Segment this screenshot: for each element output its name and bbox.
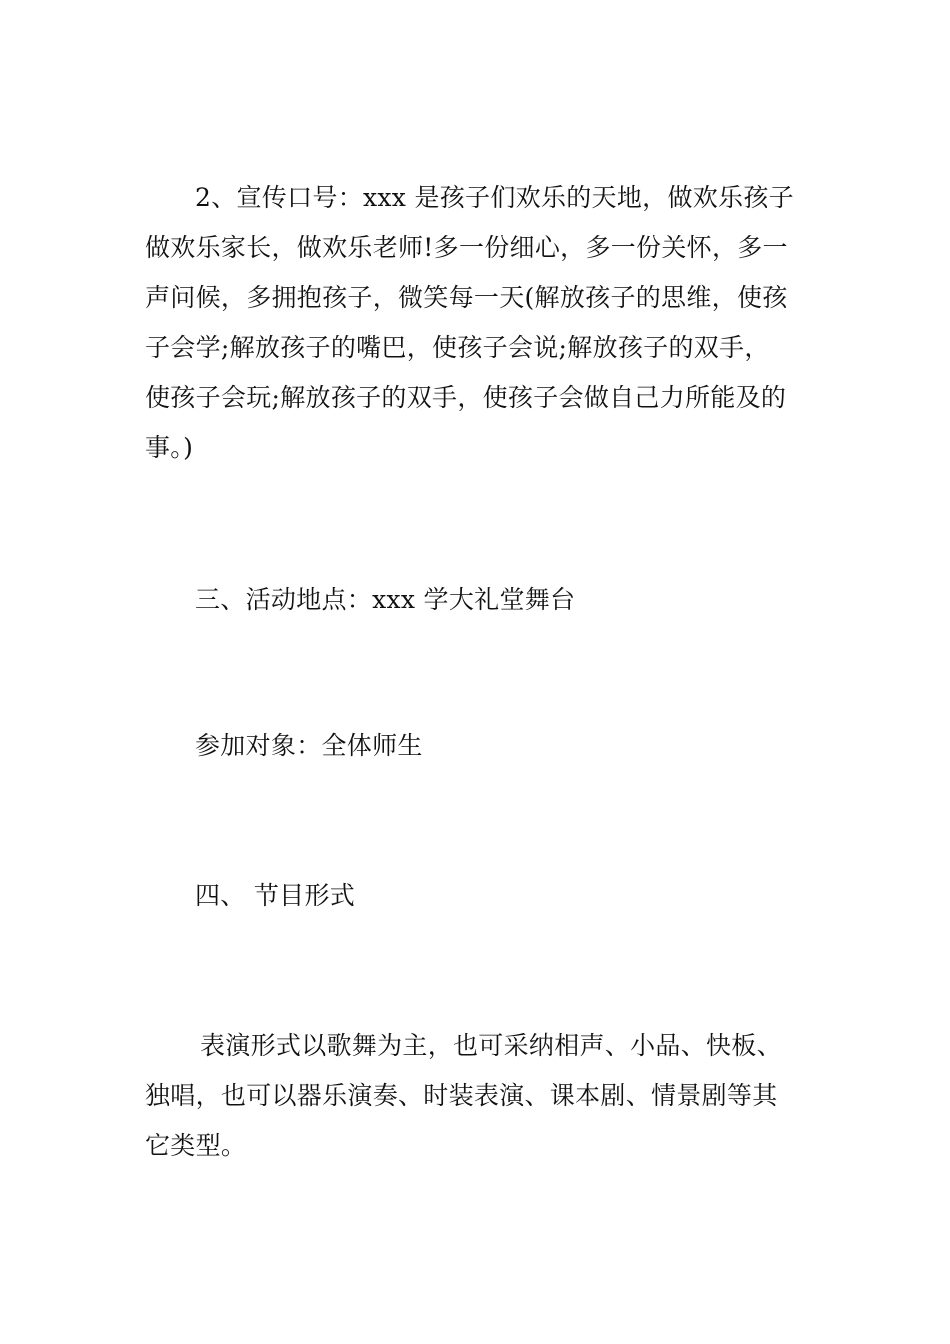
slogan-line-3: 声问候，多拥抱孩子，微笑每一天(解放孩子的思维，使孩 <box>145 283 788 312</box>
forms-line-1: 表演形式以歌舞为主，也可采纳相声、小品、快板、 <box>200 1031 782 1060</box>
slogan-line-6: 事。) <box>145 433 194 462</box>
slogan-line-2: 做欢乐家长，做欢乐老师!多一份细心，多一份关怀，多一 <box>145 233 788 262</box>
forms-line-2: 独唱，也可以器乐演奏、时装表演、课本剧、情景剧等其 <box>145 1081 778 1110</box>
participants-text: 参加对象：全体师生 <box>195 731 423 760</box>
slogan-line-5: 使孩子会玩;解放孩子的双手，使孩子会做自己力所能及的 <box>145 383 787 412</box>
slogan-line-4: 子会学;解放孩子的嘴巴，使孩子会说;解放孩子的双手， <box>145 333 770 362</box>
slogan-line-1: 2、宣传口号：xxx 是孩子们欢乐的天地，做欢乐孩子 <box>195 183 794 212</box>
forms-line-3: 它类型。 <box>145 1131 247 1160</box>
program-heading: 四、 节目形式 <box>195 881 356 910</box>
location-heading: 三、活动地点：xxx 学大礼堂舞台 <box>195 585 576 614</box>
